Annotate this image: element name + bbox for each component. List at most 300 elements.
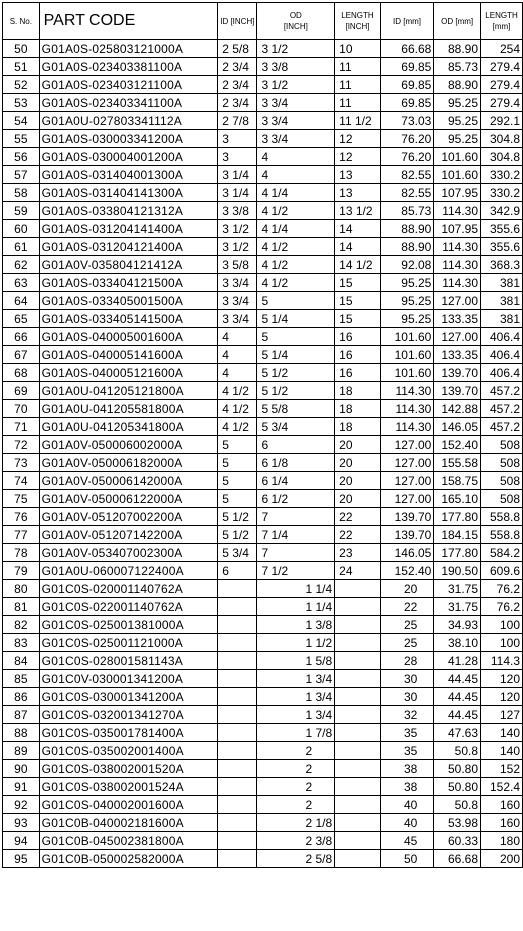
cell-part-code: G01A0V-050006182000A [39,454,218,472]
cell-id-mm: 82.55 [380,184,434,202]
header-length-inch-line2: [INCH] [345,22,370,31]
header-id-mm: ID [mm] [380,3,434,40]
cell-sno: 62 [3,256,40,274]
cell-part-code: G01A0S-031204141400A [39,220,218,238]
cell-length-mm: 200 [481,850,523,868]
cell-od-mm: 41.28 [434,652,481,670]
cell-part-code: G01A0S-033804121312A [39,202,218,220]
cell-od-mm: 31.75 [434,580,481,598]
cell-id-mm: 22 [380,598,434,616]
table-row [3,760,523,778]
cell-sno: 58 [3,184,40,202]
table-row [3,724,523,742]
cell-part-code: G01A0V-051207142200A [39,526,218,544]
header-sno: S. No. [3,3,40,40]
cell-id-mm: 76.20 [380,130,434,148]
cell-part-code: G01A0U-027803341112A [39,112,218,130]
cell-od-inch: 1 3/4 [257,688,335,706]
cell-part-code: G01C0S-022001140762A [39,598,218,616]
cell-length-inch [335,652,381,670]
table-row [3,580,523,598]
cell-length-inch [335,850,381,868]
cell-od-inch: 4 1/2 [257,274,335,292]
cell-part-code: G01A0V-050006002000A [39,436,218,454]
cell-part-code: G01C0S-020001140762A [39,580,218,598]
table-row [3,76,523,94]
cell-od-inch: 3 3/4 [257,130,335,148]
cell-sno: 71 [3,418,40,436]
cell-od-mm: 133.35 [434,310,481,328]
table-row [3,562,523,580]
cell-od-mm: 50.8 [434,796,481,814]
cell-od-inch: 2 5/8 [257,850,335,868]
cell-length-mm: 140 [481,724,523,742]
cell-length-inch: 15 [335,274,381,292]
table-row [3,346,523,364]
cell-id-mm: 66.68 [380,40,434,58]
cell-od-mm: 158.75 [434,472,481,490]
cell-od-inch: 2 3/8 [257,832,335,850]
cell-part-code: G01C0S-025001381000A [39,616,218,634]
cell-length-inch: 24 [335,562,381,580]
cell-length-inch: 16 [335,346,381,364]
cell-id-inch [218,778,257,796]
cell-od-mm: 190.50 [434,562,481,580]
cell-sno: 65 [3,310,40,328]
cell-id-mm: 38 [380,778,434,796]
header-part-code: PART CODE [39,3,218,40]
part-code-table [2,2,523,868]
header-length-mm-line2: [mm] [492,22,511,31]
cell-od-inch: 5 1/4 [257,310,335,328]
cell-part-code: G01A0S-040005141600A [39,346,218,364]
cell-sno: 57 [3,166,40,184]
cell-length-mm: 76.2 [481,580,523,598]
cell-od-inch: 5 1/2 [257,382,335,400]
cell-length-inch: 16 [335,364,381,382]
cell-od-mm: 85.73 [434,58,481,76]
cell-part-code: G01A0S-025803121000A [39,40,218,58]
table-row [3,436,523,454]
cell-sno: 77 [3,526,40,544]
cell-od-mm: 152.40 [434,436,481,454]
cell-od-mm: 50.8 [434,742,481,760]
cell-id-inch [218,634,257,652]
cell-id-mm: 69.85 [380,58,434,76]
cell-od-inch: 1 7/8 [257,724,335,742]
cell-sno: 73 [3,454,40,472]
cell-id-inch: 4 [218,328,257,346]
cell-length-mm: 330.2 [481,166,523,184]
cell-length-inch [335,778,381,796]
cell-length-mm: 120 [481,670,523,688]
cell-id-inch: 5 1/2 [218,526,257,544]
cell-part-code: G01A0U-041205581800A [39,400,218,418]
cell-length-inch: 18 [335,418,381,436]
cell-sno: 91 [3,778,40,796]
cell-part-code: G01A0S-023403121100A [39,76,218,94]
cell-part-code: G01A0V-035804121412A [39,256,218,274]
table-row [3,364,523,382]
table-row [3,850,523,868]
cell-part-code: G01C0S-035001781400A [39,724,218,742]
cell-od-inch: 4 1/2 [257,238,335,256]
cell-part-code: G01C0S-032001341270A [39,706,218,724]
table-row [3,40,523,58]
cell-part-code: G01C0B-040002181600A [39,814,218,832]
cell-od-mm: 142.88 [434,400,481,418]
cell-part-code: G01C0S-038002001524A [39,778,218,796]
cell-sno: 53 [3,94,40,112]
cell-length-inch: 14 [335,238,381,256]
table-row [3,238,523,256]
cell-id-mm: 76.20 [380,148,434,166]
table-row [3,292,523,310]
cell-length-mm: 406.4 [481,346,523,364]
cell-id-mm: 20 [380,580,434,598]
cell-od-mm: 44.45 [434,670,481,688]
cell-od-inch: 2 1/8 [257,814,335,832]
cell-length-mm: 406.4 [481,328,523,346]
cell-id-mm: 127.00 [380,472,434,490]
cell-id-inch [218,724,257,742]
cell-length-mm: 279.4 [481,58,523,76]
cell-length-mm: 254 [481,40,523,58]
cell-sno: 66 [3,328,40,346]
cell-length-mm: 330.2 [481,184,523,202]
cell-id-inch [218,814,257,832]
cell-id-mm: 95.25 [380,292,434,310]
cell-id-inch: 3 3/4 [218,310,257,328]
cell-length-mm: 140 [481,742,523,760]
cell-part-code: G01A0U-041205121800A [39,382,218,400]
cell-od-inch: 1 3/4 [257,670,335,688]
cell-sno: 50 [3,40,40,58]
table-row [3,670,523,688]
cell-id-mm: 85.73 [380,202,434,220]
cell-od-mm: 177.80 [434,544,481,562]
cell-length-inch: 20 [335,454,381,472]
cell-sno: 68 [3,364,40,382]
cell-od-inch: 6 1/2 [257,490,335,508]
table-row [3,328,523,346]
cell-sno: 79 [3,562,40,580]
header-od-mm: OD [mm] [434,3,481,40]
cell-part-code: G01A0V-053407002300A [39,544,218,562]
cell-id-mm: 139.70 [380,526,434,544]
header-od-inch-line1: OD [289,11,302,20]
cell-id-mm: 101.60 [380,328,434,346]
cell-od-mm: 139.70 [434,382,481,400]
cell-od-mm: 47.63 [434,724,481,742]
table-row [3,58,523,76]
cell-id-mm: 45 [380,832,434,850]
cell-sno: 75 [3,490,40,508]
cell-id-inch: 3 1/4 [218,184,257,202]
cell-length-inch: 18 [335,400,381,418]
cell-od-mm: 44.45 [434,688,481,706]
cell-sno: 51 [3,58,40,76]
cell-sno: 88 [3,724,40,742]
cell-id-inch [218,652,257,670]
cell-id-inch [218,832,257,850]
cell-length-inch [335,814,381,832]
table-row [3,508,523,526]
table-row [3,274,523,292]
cell-id-inch: 4 [218,364,257,382]
cell-sno: 95 [3,850,40,868]
cell-length-inch [335,598,381,616]
cell-length-mm: 152 [481,760,523,778]
cell-id-inch: 2 3/4 [218,58,257,76]
cell-length-mm: 508 [481,490,523,508]
cell-od-mm: 60.33 [434,832,481,850]
cell-length-inch: 20 [335,490,381,508]
cell-id-inch: 4 [218,346,257,364]
cell-length-inch [335,706,381,724]
cell-sno: 85 [3,670,40,688]
cell-id-mm: 146.05 [380,544,434,562]
cell-id-mm: 127.00 [380,490,434,508]
table-row [3,526,523,544]
cell-od-inch: 2 [257,760,335,778]
table-row [3,400,523,418]
cell-length-mm: 457.2 [481,400,523,418]
cell-od-mm: 184.15 [434,526,481,544]
cell-id-inch: 3 1/2 [218,238,257,256]
cell-sno: 70 [3,400,40,418]
cell-length-inch: 13 [335,184,381,202]
cell-length-inch [335,796,381,814]
cell-od-mm: 50.80 [434,778,481,796]
table-row [3,112,523,130]
cell-od-mm: 114.30 [434,202,481,220]
header-id-inch: ID [INCH] [218,3,257,40]
cell-length-inch: 20 [335,436,381,454]
cell-length-mm: 76.2 [481,598,523,616]
cell-id-mm: 35 [380,724,434,742]
table-row [3,652,523,670]
cell-sno: 84 [3,652,40,670]
cell-od-inch: 7 [257,544,335,562]
cell-sno: 92 [3,796,40,814]
header-length-inch-line1: LENGTH [341,11,374,20]
cell-sno: 67 [3,346,40,364]
cell-part-code: G01A0S-031204121400A [39,238,218,256]
cell-od-inch: 1 1/4 [257,598,335,616]
header-length-inch [335,3,381,40]
cell-length-mm: 342.9 [481,202,523,220]
cell-id-inch: 5 3/4 [218,544,257,562]
cell-part-code: G01A0S-023403341100A [39,94,218,112]
cell-length-inch: 22 [335,508,381,526]
cell-length-inch [335,688,381,706]
cell-length-inch: 11 [335,94,381,112]
cell-id-inch [218,850,257,868]
cell-od-inch: 3 3/8 [257,58,335,76]
cell-part-code: G01C0B-050002582000A [39,850,218,868]
cell-id-inch: 3 1/2 [218,220,257,238]
table-row [3,454,523,472]
cell-length-mm: 508 [481,472,523,490]
cell-od-mm: 114.30 [434,238,481,256]
header-row [3,3,523,40]
cell-part-code: G01A0V-050006122000A [39,490,218,508]
cell-id-inch: 2 3/4 [218,94,257,112]
cell-od-inch: 4 [257,148,335,166]
cell-od-mm: 133.35 [434,346,481,364]
cell-od-inch: 5 [257,328,335,346]
cell-od-mm: 95.25 [434,112,481,130]
cell-od-inch: 1 1/4 [257,580,335,598]
cell-id-mm: 25 [380,634,434,652]
cell-id-inch [218,580,257,598]
cell-length-mm: 508 [481,436,523,454]
cell-part-code: G01A0U-060007122400A [39,562,218,580]
header-length-mm [481,3,523,40]
cell-length-mm: 584.2 [481,544,523,562]
cell-id-mm: 114.30 [380,382,434,400]
cell-id-mm: 50 [380,850,434,868]
cell-od-inch: 5 1/2 [257,364,335,382]
cell-id-inch: 4 1/2 [218,400,257,418]
cell-sno: 69 [3,382,40,400]
cell-part-code: G01C0S-040002001600A [39,796,218,814]
cell-id-inch [218,616,257,634]
cell-id-inch [218,706,257,724]
cell-od-inch: 2 [257,796,335,814]
cell-id-mm: 127.00 [380,454,434,472]
cell-part-code: G01A0S-031404001300A [39,166,218,184]
cell-sno: 61 [3,238,40,256]
cell-od-mm: 127.00 [434,292,481,310]
cell-id-inch: 5 1/2 [218,508,257,526]
cell-length-inch [335,580,381,598]
cell-sno: 90 [3,760,40,778]
cell-part-code: G01C0S-030001341200A [39,688,218,706]
cell-sno: 82 [3,616,40,634]
cell-od-mm: 66.68 [434,850,481,868]
cell-od-mm: 177.80 [434,508,481,526]
table-row [3,256,523,274]
cell-id-mm: 28 [380,652,434,670]
cell-id-inch: 5 [218,472,257,490]
cell-length-inch [335,832,381,850]
cell-length-inch: 13 1/2 [335,202,381,220]
cell-id-mm: 35 [380,742,434,760]
cell-part-code: G01A0U-041205341800A [39,418,218,436]
cell-id-inch [218,598,257,616]
cell-sno: 59 [3,202,40,220]
cell-od-mm: 155.58 [434,454,481,472]
cell-od-mm: 31.75 [434,598,481,616]
cell-sno: 63 [3,274,40,292]
cell-od-inch: 2 [257,778,335,796]
cell-od-mm: 127.00 [434,328,481,346]
cell-length-mm: 120 [481,688,523,706]
cell-length-mm: 381 [481,310,523,328]
cell-id-inch [218,760,257,778]
cell-length-mm: 304.8 [481,148,523,166]
cell-id-mm: 114.30 [380,400,434,418]
table-row [3,706,523,724]
cell-length-mm: 160 [481,796,523,814]
cell-od-inch: 3 1/2 [257,40,335,58]
cell-od-mm: 34.93 [434,616,481,634]
cell-od-mm: 88.90 [434,40,481,58]
cell-length-inch: 12 [335,148,381,166]
cell-od-inch: 4 [257,166,335,184]
cell-sno: 87 [3,706,40,724]
cell-id-mm: 32 [380,706,434,724]
cell-id-mm: 88.90 [380,220,434,238]
cell-od-mm: 165.10 [434,490,481,508]
cell-od-mm: 53.98 [434,814,481,832]
cell-sno: 86 [3,688,40,706]
table-body [3,40,523,868]
cell-sno: 74 [3,472,40,490]
cell-part-code: G01C0S-038002001520A [39,760,218,778]
cell-length-mm: 127 [481,706,523,724]
cell-length-inch [335,724,381,742]
cell-sno: 52 [3,76,40,94]
cell-length-inch: 10 [335,40,381,58]
cell-id-mm: 101.60 [380,364,434,382]
cell-length-inch: 14 [335,220,381,238]
cell-id-mm: 139.70 [380,508,434,526]
cell-od-mm: 107.95 [434,220,481,238]
cell-id-inch [218,670,257,688]
cell-od-inch: 1 3/8 [257,616,335,634]
cell-part-code: G01A0S-031404141300A [39,184,218,202]
cell-id-mm: 69.85 [380,94,434,112]
cell-id-mm: 82.55 [380,166,434,184]
cell-id-inch: 4 1/2 [218,418,257,436]
cell-part-code: G01A0V-051207002200A [39,508,218,526]
cell-length-inch: 20 [335,472,381,490]
cell-sno: 64 [3,292,40,310]
cell-id-inch [218,688,257,706]
table-row [3,202,523,220]
cell-part-code: G01C0V-030001341200A [39,670,218,688]
cell-length-inch [335,670,381,688]
cell-part-code: G01A0S-030004001200A [39,148,218,166]
cell-id-inch: 5 [218,454,257,472]
cell-od-mm: 50.80 [434,760,481,778]
cell-length-mm: 180 [481,832,523,850]
cell-length-mm: 558.8 [481,508,523,526]
cell-od-mm: 101.60 [434,148,481,166]
cell-id-mm: 114.30 [380,418,434,436]
cell-length-inch: 15 [335,292,381,310]
table-row [3,796,523,814]
cell-sno: 72 [3,436,40,454]
table-row [3,634,523,652]
cell-id-mm: 88.90 [380,238,434,256]
cell-length-inch: 13 [335,166,381,184]
cell-od-mm: 114.30 [434,256,481,274]
cell-part-code: G01C0B-045002381800A [39,832,218,850]
cell-od-inch: 4 1/4 [257,184,335,202]
table-row [3,598,523,616]
cell-part-code: G01C0S-025001121000A [39,634,218,652]
cell-part-code: G01A0S-033404121500A [39,274,218,292]
cell-id-inch [218,796,257,814]
table-row [3,382,523,400]
cell-sno: 80 [3,580,40,598]
cell-id-mm: 152.40 [380,562,434,580]
cell-od-mm: 146.05 [434,418,481,436]
